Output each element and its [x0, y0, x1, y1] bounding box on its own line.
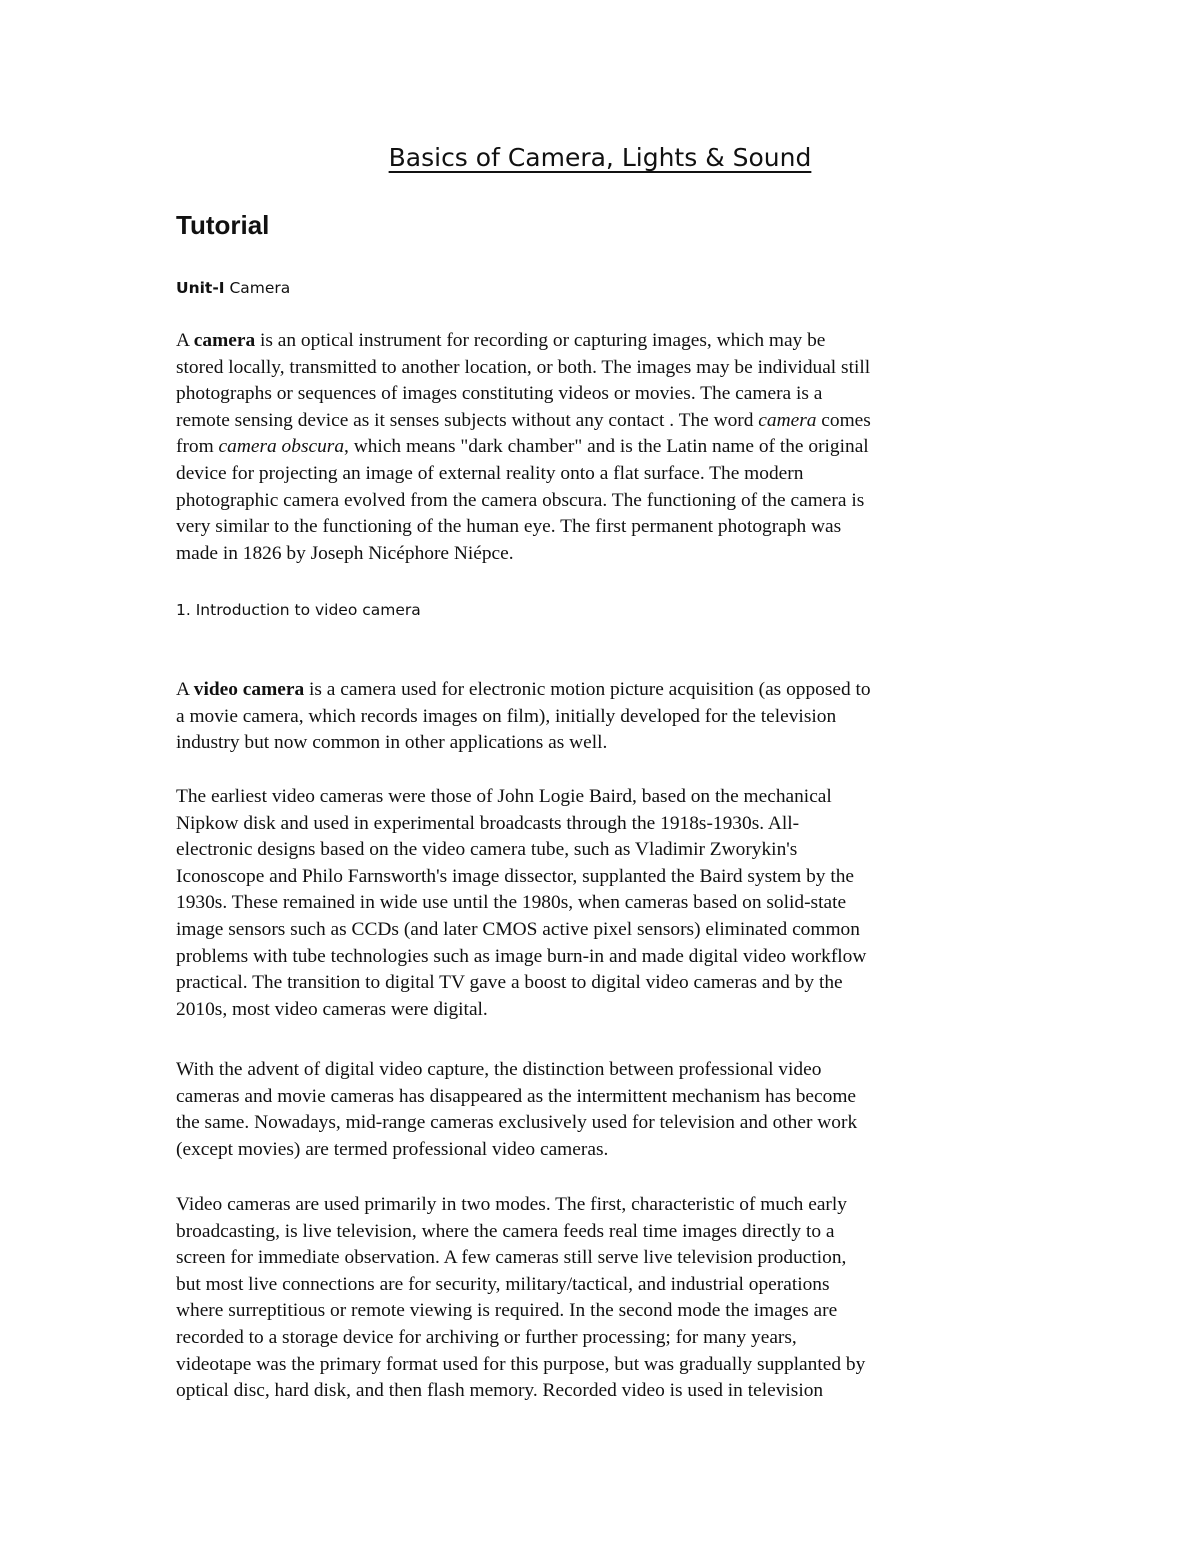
video-camera-definition-paragraph [176, 677, 1036, 757]
text-line [176, 1325, 1036, 1352]
text-run: practical. The transition to digital TV gave a boost to digital video cameras and by the [176, 972, 843, 994]
text-run: Iconoscope and Philo Farnsworth's image dissector, supplanted the Baird system by the [176, 865, 855, 887]
text-line [176, 488, 1036, 515]
text-line [176, 811, 1036, 838]
history-paragraph [176, 784, 1036, 1023]
text-run: screen for immediate observation. A few cameras still serve live television production, [176, 1247, 847, 1269]
text-run: photographs or sequences of images constituting videos or movies. The camera is a [176, 383, 823, 405]
text-run: made in 1826 by Joseph Nicéphore Niépce. [176, 542, 514, 564]
text-run: With the advent of digital video capture, the distinction between professional video [176, 1059, 822, 1080]
text-run: broadcasting, is live television, where the camera feeds real time images directly to a [176, 1220, 835, 1242]
unit-label [176, 279, 290, 297]
text-run: electronic designs based on the video camera tube, such as Vladimir Zworykin's [176, 839, 798, 861]
text-run: but most live connections are for security, military/tactical, and industrial operations [176, 1273, 830, 1295]
text-line [176, 1057, 1036, 1084]
text-run: remote sensing device as it senses subjects without any contact . The word [176, 409, 759, 431]
text-run: A [176, 330, 194, 351]
text-run: The earliest video cameras were those of John Logie Baird, based on the mechanical [176, 786, 832, 807]
text-run: where surreptitious or remote viewing is required. In the second mode the images are [176, 1300, 838, 1322]
italic-term: camera obscura [218, 436, 345, 458]
text-run: Video cameras are used primarily in two modes. The first, characteristic of much early [176, 1194, 847, 1215]
text-run: is a camera used for electronic motion picture acquisition (as opposed to [304, 679, 871, 700]
text-line [176, 704, 1036, 731]
text-line [176, 1298, 1036, 1325]
text-line [176, 328, 1036, 355]
text-run: very similar to the functioning of the human eye. The first permanent photograph was [176, 516, 842, 538]
text-run: image sensors such as CCDs (and later CMOS active pixel sensors) eliminated common [176, 918, 860, 940]
text-run: a movie camera, which records images on film), initially developed for the television [176, 705, 837, 727]
text-line [176, 997, 1036, 1024]
digital-capture-paragraph [176, 1057, 1036, 1163]
text-run: industry but now common in other applications as well. [176, 732, 608, 754]
text-run: Nipkow disk and used in experimental broadcasts through the 1918s-1930s. All- [176, 812, 800, 834]
text-run: photographic camera evolved from the camera obscura. The functioning of the camera is [176, 489, 865, 511]
text-run: recorded to a storage device for archiving or further processing; for many years, [176, 1326, 797, 1348]
text-line [176, 890, 1036, 917]
text-line [176, 1084, 1036, 1111]
text-run: (except movies) are termed professional video cameras. [176, 1138, 609, 1160]
text-line [176, 1110, 1036, 1137]
text-line [176, 381, 1036, 408]
text-line [176, 917, 1036, 944]
text-line [176, 514, 1036, 541]
document-title: Basics of Camera, Lights & Sound [388, 143, 812, 172]
text-run: , which means "dark chamber" and is the Latin name of the original [344, 436, 869, 458]
text-run: problems with tube technologies such as image burn-in and made digital video workflow [176, 945, 867, 967]
text-line [176, 541, 1036, 568]
text-line [176, 1245, 1036, 1272]
text-run: from [176, 436, 219, 458]
bold-term: camera [193, 330, 256, 351]
text-line [176, 944, 1036, 971]
text-run: comes [816, 409, 871, 431]
camera-definition-paragraph [176, 328, 1036, 567]
text-line [176, 1352, 1036, 1379]
text-line [176, 461, 1036, 488]
text-line [176, 434, 1036, 461]
text-run: videotape was the primary format used for this purpose, but was gradually supplanted by [176, 1353, 866, 1375]
text-run: 2010s, most video cameras were digital. [176, 998, 488, 1020]
text-line [176, 1137, 1036, 1164]
text-line [176, 677, 1036, 704]
text-run: device for projecting an image of external reality onto a flat surface. The modern [176, 462, 804, 484]
text-line [176, 355, 1036, 382]
text-line [176, 730, 1036, 757]
text-line [176, 1272, 1036, 1299]
text-run: stored locally, transmitted to another location, or both. The images may be individual still [176, 356, 871, 378]
text-line [176, 864, 1036, 891]
section-heading: 1. Introduction to video camera [176, 601, 421, 619]
bold-term: video camera [193, 679, 305, 700]
text-run: is an optical instrument for recording or capturing images, which may be [255, 330, 826, 351]
unit-label-title: Camera [224, 279, 291, 297]
text-line [176, 408, 1036, 435]
unit-label-number: Unit-I [176, 279, 225, 297]
text-run: cameras and movie cameras has disappeared as the intermittent mechanism has become [176, 1085, 857, 1107]
text-line [176, 1219, 1036, 1246]
text-line [176, 1378, 1036, 1405]
italic-term: camera [758, 409, 817, 431]
text-line [176, 970, 1036, 997]
text-line [176, 837, 1036, 864]
text-run: 1930s. These remained in wide use until the 1980s, when cameras based on solid-state [176, 892, 847, 914]
text-run: the same. Nowadays, mid-range cameras exclusively used for television and other work [176, 1112, 858, 1134]
text-run: optical disc, hard disk, and then flash memory. Recorded video is used in television [176, 1380, 824, 1402]
text-line [176, 1192, 1036, 1219]
text-run: A [176, 679, 194, 700]
usage-modes-paragraph [176, 1192, 1036, 1405]
tutorial-heading: Tutorial [176, 210, 270, 240]
text-line [176, 784, 1036, 811]
